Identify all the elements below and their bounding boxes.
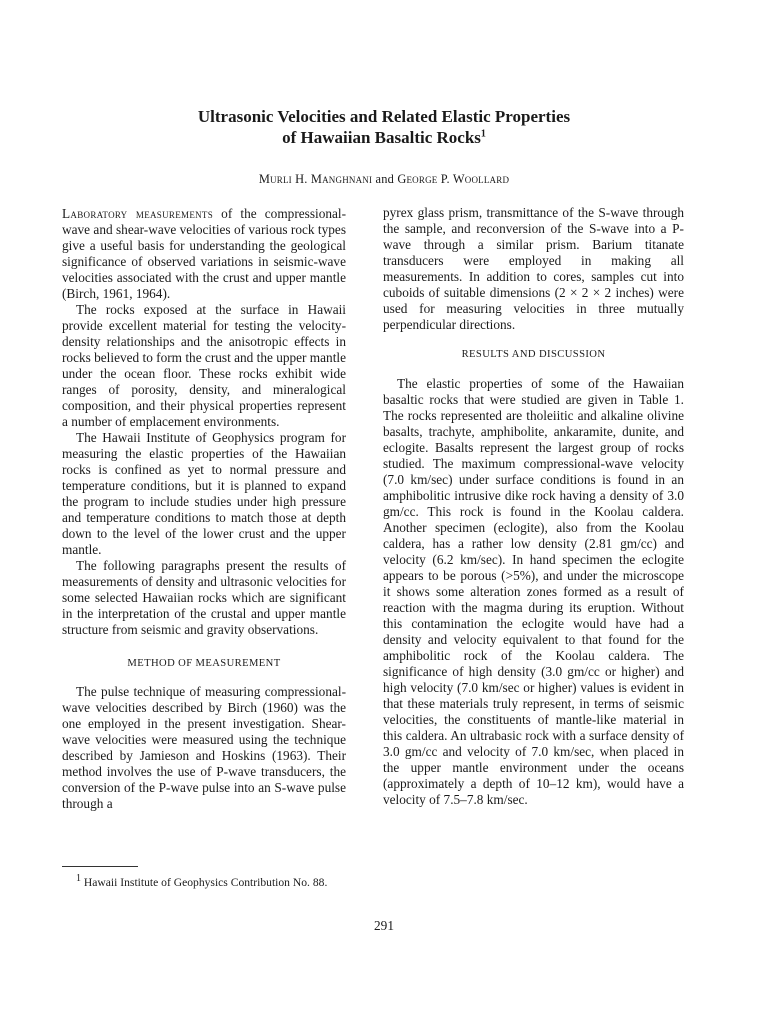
footnote-body: Hawaii Institute of Geophysics Contribution No. 88.	[81, 876, 328, 889]
intro-lead-words: Laboratory measurements	[62, 206, 214, 221]
footnote-rule	[62, 866, 138, 867]
paragraph-2: The rocks exposed at the surface in Hawaii provide excellent material for testing the velocity-density relationships and the anisotropic effects in rocks believed to form the crust and the upper mantle under the ocean floor. These rocks exhibit wide ranges of porosity, density, and mineralogical composition, and their physical properties represent a number of emplacement environments.	[62, 302, 346, 429]
method-continuation-paragraph: pyrex glass prism, transmittance of the S-wave through the sample, and reconversion of the S-wave into a P-wave through a similar prism. Barium titanate transducers were employed in making all measurements. In addition to cores, samples cut into cuboids of suitable dimensions (2 × 2 × 2 inches) were used for measuring velocities in three mutually perpendicular directions.	[383, 205, 684, 332]
method-paragraph: The pulse technique of measuring compressional-wave velocities described by Birch (1960) was the one employed in the present investigation. Shear-wave velocities were measured using the technique described by Jamieson and Hoskins (1963). Their method involves the use of P-wave transducers, the conversion of the P-wave pulse into an S-wave pulse through a	[62, 684, 346, 811]
results-paragraph: The elastic properties of some of the Hawaiian basaltic rocks that were studied are given in Table 1. The rocks represented are tholeiitic and alkaline olivine basalts, trachyte, amphibolite, ankaramite, dunite, and eclogite. Basalts represent the largest group of rocks studied. The maximum compressional-wave velocity (7.0 km/sec) under surface conditions is found in an amphibolitic intrusive dike rock having a density of 3.0 gm/cc. This rock is found in the Koolau caldera. Another specimen (eclogite), also from the Koolau caldera, has a rather low density (2.81 gm/cc) and velocity (6.2 km/sec). In hand specimen the eclogite appears to be porous (>5%), and under the microscope it shows some alteration zones formed as a result of reaction with the magma during its eruption. Without this contamination the eclogite would have had a density and velocity equivalent to that found for the amphibolitic rock of the Koolau caldera. The significance of high density (3.0 gm/cc or higher) and high velocity (7.0 km/sec or higher) values is evident in that these materials truly represent, in terms of seismic velocities, the constituents of mantle-like material in this caldera. An ultrabasic rock with a surface density of 3.0 gm/cc and velocity of 7.0 km/sec, when placed in the upper mantle environment under the oceans (approximately a depth of 10–12 km), would have a velocity of 7.5–7.8 km/sec.	[383, 376, 684, 807]
footnote-marker: 1	[76, 873, 81, 885]
footnote-text	[62, 875, 346, 890]
intro-paragraph	[62, 206, 346, 302]
results-heading: RESULTS AND DISCUSSION	[461, 349, 606, 360]
title-line-1: Ultrasonic Velocities and Related Elastic Properties	[197, 107, 571, 126]
paragraph-3: The Hawaii Institute of Geophysics program for measuring the elastic properties of the Hawaiian rocks is confined as yet to normal pressure and temperature conditions, but it is planned to expand the program to include studies under high pressure and temperature conditions to match those at depth down to the level of the lower crust and the upper mantle.	[62, 430, 346, 557]
paragraph-4: The following paragraphs present the results of measurements of density and ultrasonic velocities for some selected Hawaiian rocks which are significant in the interpretation of the crustal and upper mantle structure from seismic and gravity observations.	[62, 558, 346, 637]
method-heading: METHOD OF MEASUREMENT	[127, 658, 281, 669]
paper-title	[0, 106, 768, 148]
page-number: 291	[374, 918, 394, 933]
footnote	[62, 875, 346, 890]
author-1: Murli H. Manghnani	[258, 172, 373, 186]
author-2: George P. Woollard	[397, 172, 510, 186]
author-line	[0, 172, 768, 187]
author-conjunction: and	[375, 172, 395, 186]
title-line-2: of Hawaiian Basaltic Rocks	[282, 128, 481, 147]
left-column	[62, 206, 346, 812]
right-column	[383, 205, 684, 808]
title-footnote-marker: 1	[480, 128, 486, 140]
intro-text: of the compressional-wave and shear-wave velocities of various rock types give a useful basis for understanding the geological significance of observed variations in seismic-wave velocities associated with the crust and upper mantle (Birch, 1961, 1964).	[62, 206, 347, 301]
